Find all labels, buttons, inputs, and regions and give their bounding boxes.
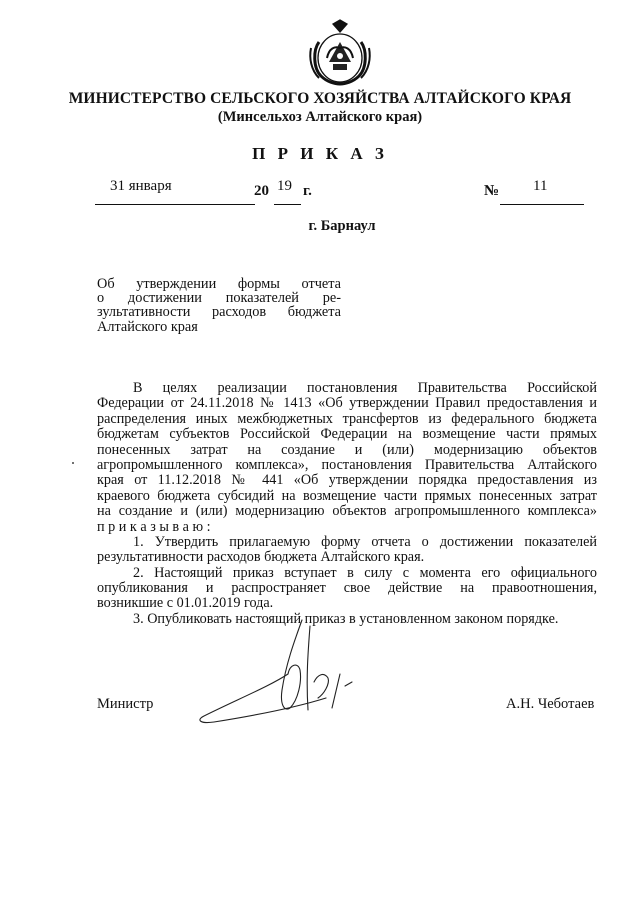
body-line: на создание и (или) модернизацию объектов агропромышленного комплекса» [97, 503, 597, 520]
order-subject [97, 277, 341, 334]
item-2-line: возникшие с 01.01.2019 года. [97, 595, 274, 612]
scan-speck [72, 462, 74, 464]
order-number: 11 [533, 178, 548, 194]
item-1-line: 1. Утвердить прилагаемую форму отчета о достижении показателей [133, 533, 597, 550]
year-prefix: 20 [254, 183, 269, 199]
number-sign: № [484, 183, 500, 199]
order-date: 31 января [110, 178, 172, 194]
signatory-name: А.Н. Чеботаев [506, 696, 595, 712]
body-line: края от 11.12.2018 № 441 «Об утверждении порядка предоставления из [97, 472, 597, 489]
subject-line: Алтайского края [97, 318, 198, 335]
body-line: Федерации от 24.11.2018 № 1413 «Об утверждении Правил предоставления и [97, 395, 597, 412]
handwritten-signature [190, 612, 370, 732]
order-body [97, 381, 597, 627]
coat-of-arms-icon [303, 18, 377, 88]
subject-line: Об утверждении формы отчета [97, 276, 341, 292]
order-verb: п р и к а з ы в а ю : [97, 518, 211, 535]
subject-line: о достижении показателей ре- [97, 290, 341, 307]
ministry-name: МИНИСТЕРСТВО СЕЛЬСКОГО ХОЗЯЙСТВА АЛТАЙСКОГО КРАЯ [68, 90, 572, 107]
subject-line: зультативности расходов бюджета [97, 304, 341, 321]
ministry-short-name: (Минсельхоз Алтайского края) [217, 109, 423, 125]
body-line: понесенных затрат на создание и (или) модернизацию объектов [97, 441, 597, 458]
document-title: П Р И К А З [252, 144, 388, 163]
item-2-line: опубликования и распространяет свое действие на правоотношения, [97, 580, 597, 597]
item-1-line: результативности расходов бюджета Алтайского края. [97, 549, 425, 566]
body-line: бюджетам субъектов Российской Федерации на возмещение части прямых [97, 426, 597, 443]
body-line: агропромышленного комплекса», постановления Правительства Алтайского [97, 456, 597, 473]
body-line: В целях реализации постановления Правительства Российской [133, 380, 597, 396]
body-line: краевого бюджета субсидий на возмещение части прямых понесенных затрат [97, 487, 597, 504]
body-line: распределения иных межбюджетных трансфертов из федерального бюджета [97, 410, 597, 427]
item-3-line: 3. Опубликовать настоящий приказ в установленном законом порядке. [133, 610, 559, 627]
order-year: 19 [277, 178, 292, 194]
year-suffix: г. [303, 183, 312, 199]
city: г. Барнаул [308, 218, 376, 234]
item-2-line: 2. Настоящий приказ вступает в силу с момента его официального [133, 564, 597, 581]
signatory-title: Министр [97, 696, 154, 712]
